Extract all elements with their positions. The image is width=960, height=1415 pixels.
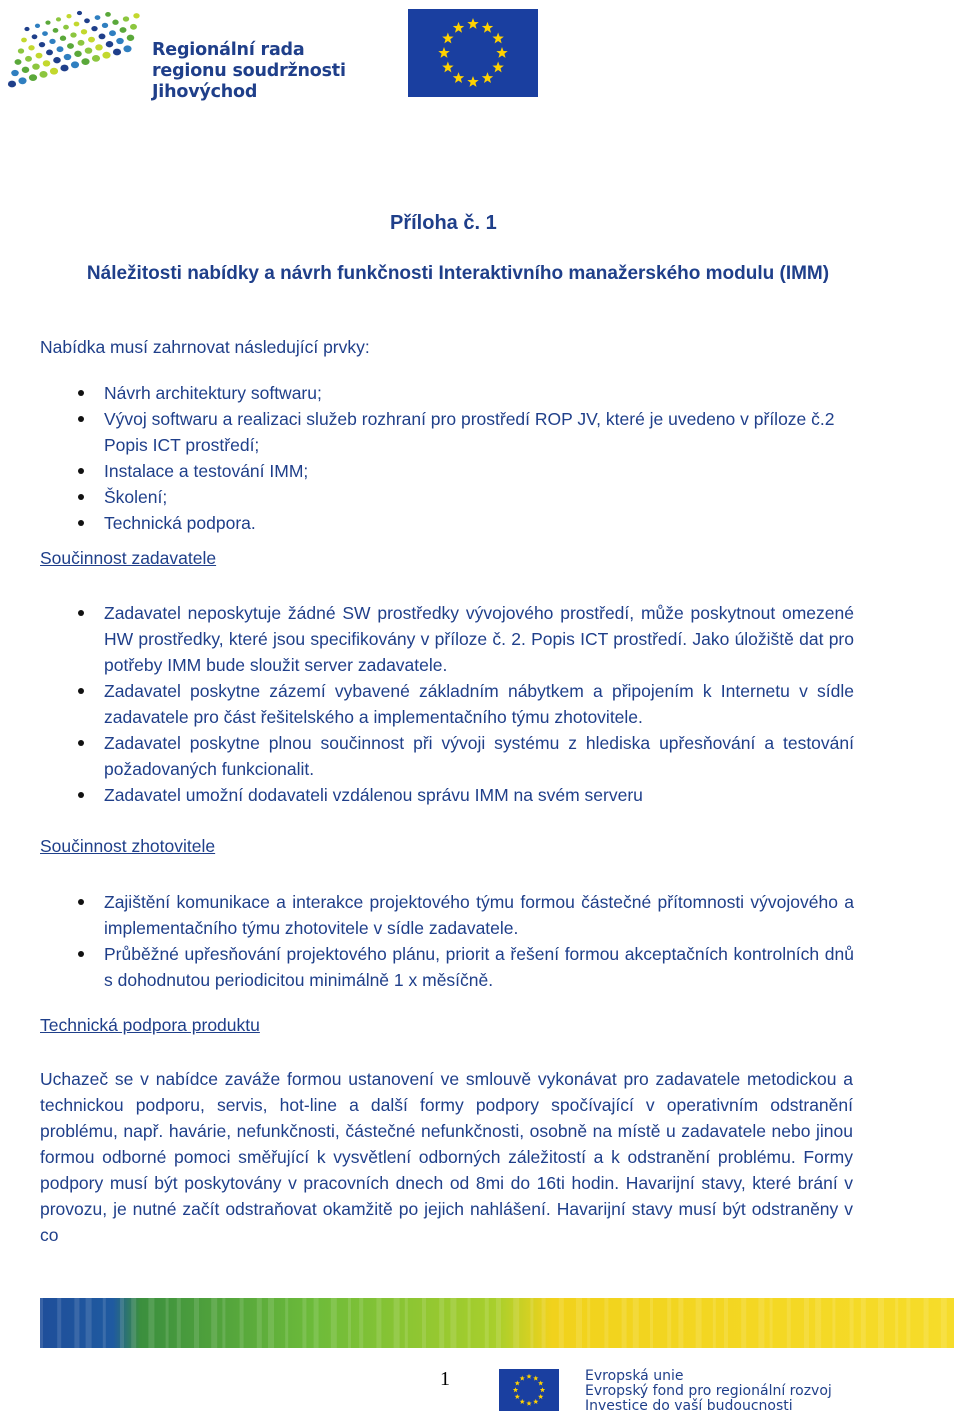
logo-dot — [70, 32, 76, 37]
logo-dot — [81, 29, 87, 34]
logo-dot — [109, 30, 116, 36]
technical-support-paragraph: Uchazeč se v nabídce zaváže formou ustanovení ve smlouvě vykonávat pro zadavatele metodickou a technickou podporu, servis, hot-line a další formy podpory spočívající v operativním odstranění problému, např. havárie, nefunkčnosti, částečné nefunkčnosti, osobně na místě u zadavatele nebo jinou formou odborné pomoci směřující k vysvětlení odborných záležitostí a k odstranění problému. Formy podpory musí být poskytovány v pracovních dnech od 8mi do 16ti hodin. Havarijní stavy, které brání v provozu, je nutné začít odstraňovat okamžitě po jejich nahlášení. Havarijní stavy musí být odstraněny v co — [40, 1069, 853, 1245]
list-item: Zajištění komunikace a interakce projektového týmu formou částečné přítomnosti vývojového a implementačního týmu zhotovitele v sídle zadavatele. — [40, 889, 854, 941]
section-heading-contracting-authority: Součinnost zadavatele — [40, 548, 217, 568]
logo-dot — [78, 40, 85, 46]
stripe-texture-bar — [850, 1298, 854, 1348]
eu-flag-icon — [408, 9, 538, 97]
stripe-texture-bar — [633, 1298, 639, 1348]
stripe-texture-bar — [148, 1298, 154, 1348]
eu-line-1: Evropská unie — [585, 1368, 684, 1384]
logo-dot — [64, 54, 72, 60]
logo-dot — [91, 26, 97, 31]
stripe-texture-bar — [815, 1298, 821, 1348]
logo-dot — [29, 74, 37, 81]
logo-dot — [60, 36, 66, 41]
logo-dot — [32, 34, 38, 39]
logo-dot — [25, 56, 32, 62]
stripe-texture-bar — [758, 1298, 764, 1348]
logo-dot — [60, 65, 68, 72]
contracting-authority-list — [40, 600, 854, 808]
stripe-texture-bar — [257, 1298, 262, 1348]
stripe-texture-bar — [86, 1298, 92, 1348]
logo-dot — [81, 58, 89, 65]
stripe-texture-bar — [268, 1298, 274, 1348]
logo-dot — [102, 52, 110, 59]
list-item: Vývoj softwaru a realizaci služeb rozhraní pro prostředí ROP JV, které je uvedeno v příloze č.2 Popis ICT prostředí; — [40, 406, 850, 458]
logo-dot — [50, 68, 58, 75]
logo-dot — [120, 27, 127, 33]
logo-dot — [92, 55, 100, 62]
stripe-texture-bar — [895, 1298, 898, 1348]
stripe-texture-bar — [120, 1298, 124, 1348]
list-item: Návrh architektury softwaru; — [40, 380, 850, 406]
section-heading-technical-support: Technická podpora produktu — [40, 1015, 260, 1035]
list-item: Zadavatel poskytne plnou součinnost při vývoji systému z hlediska upřesňování a testování požadovaných funkcionalit. — [40, 730, 854, 782]
stripe-texture-bar — [450, 1298, 456, 1348]
logo-dot — [102, 23, 108, 28]
section-heading-contractor: Součinnost zhotovitele — [40, 836, 216, 856]
stripe-texture-bar — [678, 1298, 683, 1348]
stripe-texture-bar — [166, 1298, 169, 1348]
stripe-texture-bar — [194, 1298, 199, 1348]
stripe-texture-bar — [787, 1298, 791, 1348]
logo-dot — [57, 46, 64, 52]
stripe-texture-bar — [530, 1298, 533, 1348]
logo-dot — [123, 16, 129, 21]
logo-dot — [116, 38, 124, 44]
logo-dot — [39, 71, 47, 78]
stripe-texture-bar — [724, 1298, 728, 1348]
logo-dot — [43, 60, 51, 66]
stripe-texture-bar — [314, 1298, 319, 1348]
stripe-texture-bar — [667, 1298, 671, 1348]
stripe-texture-bar — [485, 1298, 489, 1348]
stripe-texture-bar — [832, 1298, 835, 1348]
logo-dot — [95, 44, 103, 50]
list-item: Školení; — [40, 484, 850, 510]
stripe-texture-bar — [222, 1298, 225, 1348]
eu-flag-small-icon — [499, 1369, 559, 1411]
stripe-texture-bar — [103, 1298, 106, 1348]
logo-dot — [18, 77, 26, 84]
logo-dot — [21, 38, 27, 43]
logo-dot — [46, 50, 53, 56]
stripe-texture-bar — [376, 1298, 381, 1348]
stripe-texture-bar — [741, 1298, 746, 1348]
offer-elements-list — [40, 380, 850, 536]
logo-dot — [99, 34, 106, 40]
logo-dot — [53, 57, 61, 63]
stripe-texture-bar — [57, 1298, 61, 1348]
logo-dot — [106, 41, 114, 47]
list-item: Instalace a testování IMM; — [40, 458, 850, 484]
logo-dot — [85, 47, 93, 53]
stripe-texture-bar — [542, 1298, 546, 1348]
logo-dot — [56, 17, 61, 21]
stripe-texture-bar — [559, 1298, 564, 1348]
contractor-list — [40, 889, 854, 993]
logo-line-3: Jihovýchod — [152, 82, 258, 102]
logo-dot — [66, 14, 71, 18]
logo-dot — [32, 63, 40, 69]
logo-dot — [71, 61, 79, 68]
logo-dot — [84, 18, 90, 23]
stripe-texture-bar — [394, 1298, 400, 1348]
logo-dot — [28, 45, 34, 50]
annex-label: Příloha č. 1 — [390, 212, 497, 234]
eu-footer-text — [585, 1369, 832, 1414]
stripe-texture-bar — [650, 1298, 653, 1348]
stripe-texture-bar — [622, 1298, 627, 1348]
logo-dot — [123, 45, 131, 52]
stripe-texture-bar — [439, 1298, 444, 1348]
regional-council-name — [152, 40, 346, 103]
stripe-texture-bar — [302, 1298, 306, 1348]
logo-dot — [112, 20, 118, 25]
stripe-texture-bar — [513, 1298, 519, 1348]
logo-dot — [127, 35, 135, 41]
stripe-texture-bar — [696, 1298, 702, 1348]
list-item: Zadavatel neposkytuje žádné SW prostředky vývojového prostředí, může poskytnout omezené HW prostředky, které jsou specifikovány v příloze č. 2. Popis ICT prostředí. Jako úložiště dat pro potřeby IMM bude sloužit server zadavatele. — [40, 600, 854, 678]
stripe-texture-bar — [405, 1298, 408, 1348]
page-number: 1 — [440, 1368, 450, 1390]
logo-dot — [15, 59, 22, 65]
logo-dot — [49, 39, 55, 44]
logo-dot — [39, 42, 45, 47]
stripe-texture-bar — [240, 1298, 244, 1348]
logo-line-2: regionu soudržnosti — [152, 61, 346, 81]
logo-dot — [45, 20, 50, 24]
logo-dot — [133, 13, 139, 18]
logo-dot — [67, 43, 74, 49]
logo-dot — [88, 37, 95, 43]
stripe-texture-bar — [74, 1298, 79, 1348]
stripe-texture-bar — [131, 1298, 136, 1348]
logo-dot — [24, 27, 29, 31]
list-item: Zadavatel poskytne zázemí vybavené základním nábytkem a připojením k Internetu v sídle zadavatele pro část řešitelského a implementačního týmu zhotovitele. — [40, 678, 854, 730]
logo-dot — [36, 53, 43, 59]
stripe-texture-bar — [713, 1298, 716, 1348]
logo-dot — [8, 81, 16, 88]
logo-line-1: Regionální rada — [152, 40, 305, 60]
eu-line-2: Evropský fond pro regionální rozvoj — [585, 1383, 832, 1399]
stripe-texture-bar — [587, 1298, 590, 1348]
stripe-texture-bar — [348, 1298, 351, 1348]
stripe-texture-bar — [861, 1298, 866, 1348]
logo-dot — [35, 24, 40, 28]
logo-dot — [63, 25, 69, 30]
list-item: Technická podpora. — [40, 510, 850, 536]
stripe-texture-bar — [177, 1298, 181, 1348]
stripe-texture-bar — [770, 1298, 773, 1348]
stripe-texture-bar — [359, 1298, 363, 1348]
eu-line-3: Investice do vaší budoucnosti — [585, 1398, 793, 1414]
document-title: Náležitosti nabídky a návrh funkčnosti Interaktivního manažerského modulu (IMM) — [86, 263, 830, 284]
logo-dot — [95, 15, 101, 20]
logo-dot — [22, 67, 30, 73]
list-item: Průběžné upřesňování projektového plánu, priorit a řešení formou akceptačních kontrolních dnů s dohodnutou periodicitou minimálně 1 x měsíčně. — [40, 941, 854, 993]
logo-dot — [77, 11, 82, 15]
stripe-texture-bar — [40, 1298, 43, 1348]
logo-dot — [53, 28, 59, 33]
logo-dot — [113, 49, 121, 56]
stripe-texture-bar — [285, 1298, 288, 1348]
stripe-texture-bar — [331, 1298, 337, 1348]
logo-dot — [74, 51, 82, 57]
stripe-texture-bar — [211, 1298, 217, 1348]
stripe-texture-bar — [576, 1298, 582, 1348]
stripe-texture-bar — [804, 1298, 809, 1348]
logo-dot — [42, 31, 48, 36]
list-item: Zadavatel umožní dodavateli vzdálenou správu IMM na svém serveru — [40, 782, 854, 808]
stripe-texture-bar — [941, 1298, 947, 1348]
stripe-texture-bar — [496, 1298, 501, 1348]
intro-text: Nabídka musí zahrnovat následující prvky: — [40, 337, 370, 357]
stripe-texture-bar — [906, 1298, 910, 1348]
logo-dot — [130, 24, 137, 30]
stripe-texture-bar — [924, 1298, 929, 1348]
logo-dot — [105, 12, 111, 17]
stripe-texture-bar — [878, 1298, 884, 1348]
stripe-texture-bar — [468, 1298, 471, 1348]
stripe-texture-bar — [422, 1298, 426, 1348]
footer-color-stripe — [40, 1298, 954, 1348]
logo-dot — [11, 70, 19, 76]
regional-dots-icon — [6, 8, 146, 100]
logo-dot — [74, 22, 80, 27]
regional-council-logo — [6, 8, 346, 100]
logo-dot — [18, 48, 24, 53]
stripe-texture-bar — [604, 1298, 608, 1348]
